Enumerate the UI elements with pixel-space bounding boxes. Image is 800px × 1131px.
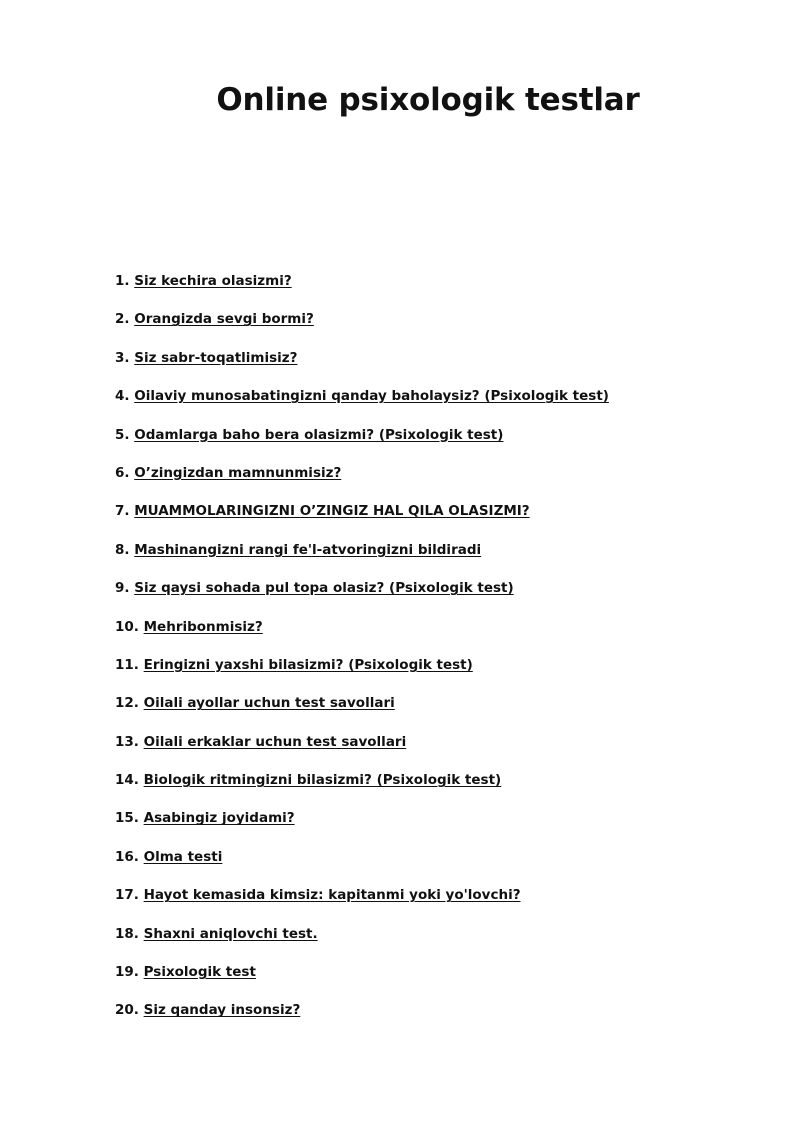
item-number: 20. <box>115 1002 139 1019</box>
page-title: Online psixologik testlar <box>216 82 640 118</box>
list-item <box>115 732 609 770</box>
item-number: 7. <box>115 503 130 520</box>
list-item <box>115 348 609 386</box>
test-link[interactable]: Siz qanday insonsiz? <box>143 1002 301 1019</box>
list-item <box>115 962 609 1000</box>
item-number: 13. <box>115 733 139 750</box>
test-link[interactable]: Biologik ritmingizni bilasizmi? (Psixologik test) <box>143 772 502 789</box>
item-number: 5. <box>115 426 130 443</box>
test-link[interactable]: Odamlarga baho bera olasizmi? (Psixologik test) <box>134 426 504 443</box>
item-number: 1. <box>115 273 130 289</box>
list-item <box>115 425 609 463</box>
test-link[interactable]: Oilali ayollar uchun test savollari <box>143 695 395 712</box>
list-item <box>115 540 609 578</box>
test-link[interactable]: Hayot kemasida kimsiz: kapitanmi yoki yo'lovchi? <box>143 887 521 904</box>
test-link[interactable]: Siz sabr-toqatlimisiz? <box>134 349 298 366</box>
test-link[interactable]: Psixologik test <box>143 964 256 981</box>
item-number: 6. <box>115 464 130 481</box>
test-link[interactable]: Shaxni aniqlovchi test. <box>143 925 318 942</box>
item-number: 10. <box>115 618 139 635</box>
item-number: 12. <box>115 695 139 712</box>
item-number: 11. <box>115 656 139 673</box>
list-item <box>115 655 609 693</box>
list-item <box>115 501 609 539</box>
list-item <box>115 309 609 347</box>
test-link[interactable]: Siz qaysi sohada pul topa olasiz? (Psixologik test) <box>134 580 514 597</box>
list-item <box>115 463 609 501</box>
test-link[interactable]: Mehribonmisiz? <box>143 618 263 635</box>
item-number: 8. <box>115 541 130 558</box>
list-item <box>115 924 609 962</box>
test-link[interactable]: O’zingizdan mamnunmisiz? <box>134 464 342 481</box>
test-link[interactable]: Asabingiz joyidami? <box>143 810 295 827</box>
test-link[interactable]: MUAMMOLARINGIZNI O’ZINGIZ HAL QILA OLASIZMI? <box>134 503 530 520</box>
list-item <box>115 885 609 923</box>
test-link[interactable]: Oilaviy munosabatingizni qanday baholaysiz? (Psixologik test) <box>134 388 609 405</box>
test-link[interactable]: Olma testi <box>143 848 223 865</box>
item-number: 3. <box>115 349 130 366</box>
test-link[interactable]: Mashinangizni rangi fe'l-atvoringizni bildiradi <box>134 541 482 558</box>
item-number: 4. <box>115 388 130 405</box>
item-number: 17. <box>115 887 139 904</box>
list-item <box>115 617 609 655</box>
list-item <box>115 808 609 846</box>
item-number: 19. <box>115 964 139 981</box>
list-item <box>115 271 609 309</box>
item-number: 18. <box>115 925 139 942</box>
test-link[interactable]: Eringizni yaxshi bilasizmi? (Psixologik test) <box>143 656 473 673</box>
test-list <box>115 271 609 1039</box>
list-item <box>115 578 609 616</box>
test-link[interactable]: Orangizda sevgi bormi? <box>134 311 314 328</box>
list-item <box>115 847 609 885</box>
list-item <box>115 693 609 731</box>
item-number: 9. <box>115 580 130 597</box>
list-item <box>115 1000 609 1038</box>
list-item <box>115 386 609 424</box>
item-number: 2. <box>115 311 130 328</box>
test-link[interactable]: Oilali erkaklar uchun test savollari <box>143 733 407 750</box>
test-link[interactable]: Siz kechira olasizmi? <box>134 273 292 289</box>
item-number: 15. <box>115 810 139 827</box>
item-number: 16. <box>115 848 139 865</box>
list-item <box>115 770 609 808</box>
item-number: 14. <box>115 772 139 789</box>
